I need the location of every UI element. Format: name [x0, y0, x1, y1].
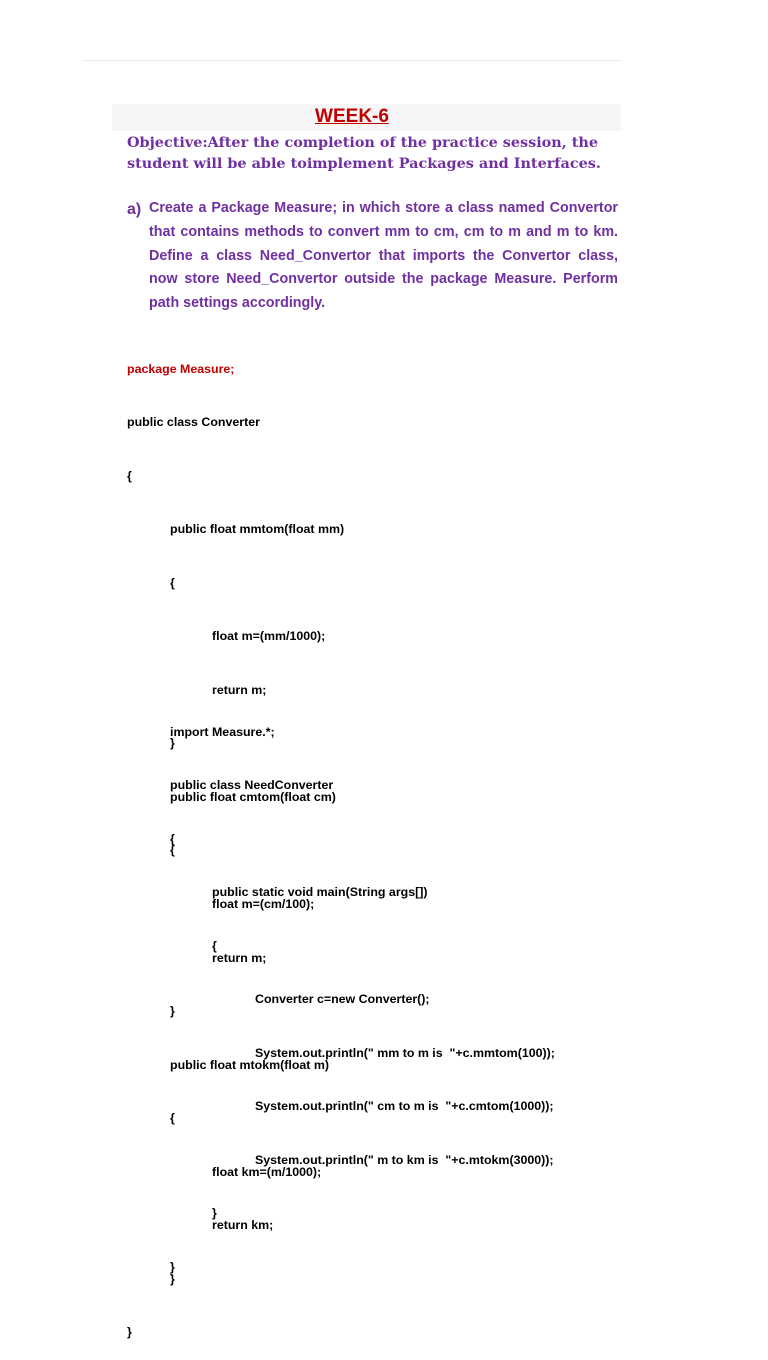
code-line: System.out.println(" mm to m is "+c.mmtom(100)); [255, 1045, 555, 1060]
code-line: } [127, 1325, 132, 1340]
code-line: float km=(m/1000); [212, 1164, 322, 1179]
code-line: } [170, 1260, 175, 1274]
code-line: } [212, 1206, 217, 1221]
code-line: { [212, 938, 217, 953]
code-line: { [127, 468, 132, 483]
code-line: public float mtokm(float m) [170, 1057, 330, 1072]
code-line: return m; [212, 950, 267, 965]
code-line: package Measure; [127, 361, 235, 376]
code-line: float m=(mm/1000); [212, 629, 326, 644]
code-line: return m; [212, 682, 267, 697]
objective-text: Objective:After the completion of the practice session, the student will be able toimplement Packages and Interfaces. [127, 134, 601, 172]
code-line: } [170, 1004, 175, 1019]
code-line: public static void main(String args[]) [212, 885, 428, 900]
code-line: { [170, 843, 175, 858]
code-line: import Measure.*; [170, 724, 275, 739]
code-line: { [170, 575, 175, 590]
code-line: { [170, 1111, 175, 1126]
code-line: float m=(cm/100); [212, 897, 315, 911]
task-a [127, 197, 618, 316]
code-line: public class NeedConverter [170, 778, 334, 793]
code-line: System.out.println(" m to km is "+c.mtokm(3000)); [255, 1152, 554, 1167]
code-line: { [170, 831, 175, 846]
code-line: return km; [212, 1218, 274, 1233]
code-line: System.out.println(" cm to m is "+c.cmtom(1000)); [255, 1099, 554, 1114]
task-description: Create a Package Measure; in which store a class named Convertor that contains methods to convert mm to cm, cm to m and m to km. Define a class Need_Convertor that imports the Convertor class, now store Need_Convertor outside the package Measure. Perform path settings accordingly. [149, 200, 618, 312]
code-line: } [170, 736, 175, 751]
code-line: public float mmtom(float mm) [170, 522, 345, 537]
code-line: Converter c=new Converter(); [255, 992, 430, 1007]
need-converter-code-block [127, 688, 555, 1295]
code-line: public class Converter [127, 415, 260, 430]
page-title: WEEK-6 [315, 106, 389, 127]
code-line: public float cmtom(float cm) [170, 789, 336, 804]
top-divider [83, 60, 621, 61]
task-marker: a) [127, 201, 142, 218]
code-line: } [170, 1271, 175, 1286]
